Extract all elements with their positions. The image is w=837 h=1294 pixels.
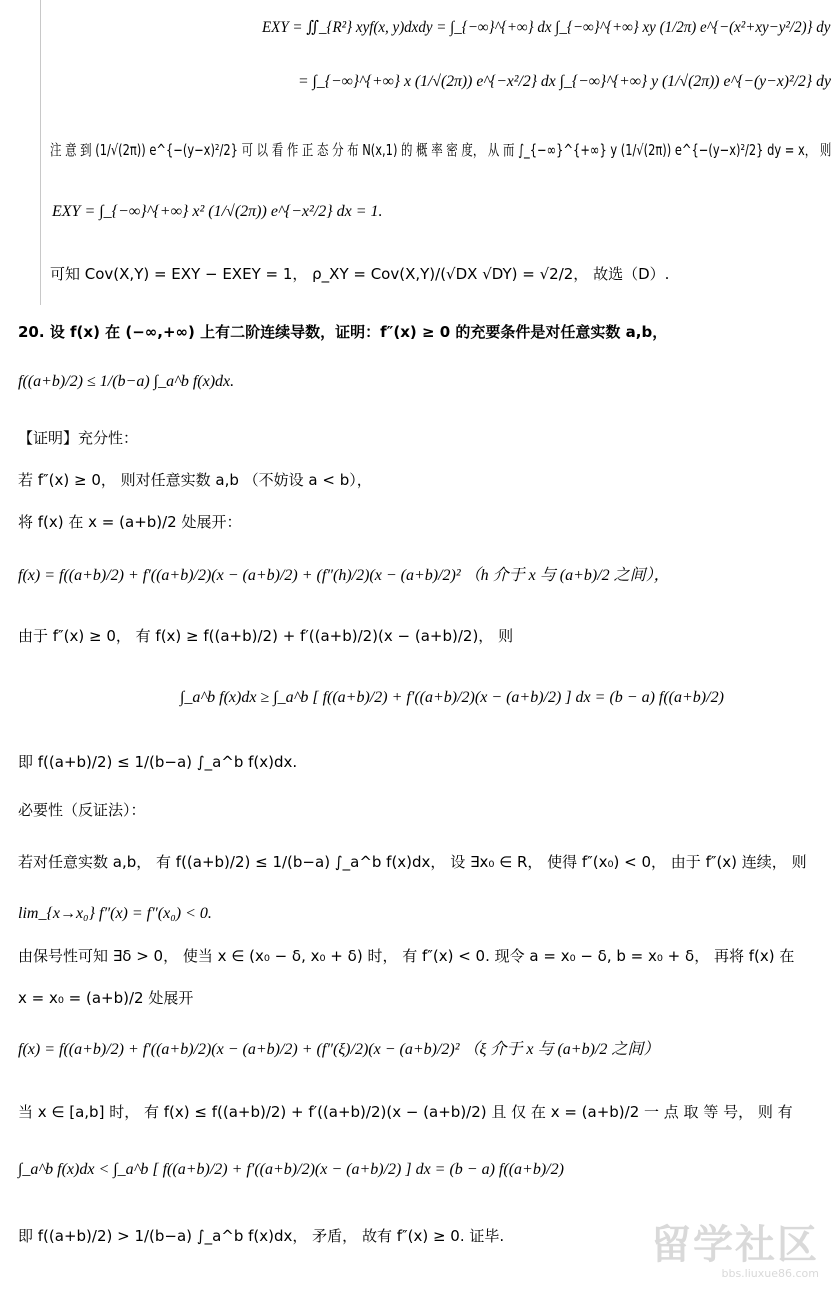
text-line-p2: 若 f″(x) ≥ 0， 则对任意实数 a,b （不妨设 a < b）， (18, 471, 372, 489)
text-line-p12: x = x₀ = (a+b)/2 处展开 (18, 989, 194, 1007)
text-line-eq1: EXY = ∬_{R²} xyf(x, y)dxdy = ∫_{−∞}^{+∞} dx ∫_{−∞}^{+∞} xy (1/2π) e^{−(x²+xy−y²/2)} dy (262, 19, 831, 36)
text-line-p7: 即 f((a+b)/2) ≤ 1/(b−a) ∫_a^b f(x)dx. (18, 753, 298, 771)
text-line-note1: 注 意 到 (1/√(2π)) e^{−(y−x)²/2} 可 以 看 作 正 态 分 布 N(x,1) 的 概 率 密 度， 从 而 ∫_{−∞}^{+∞} y (1/√(2π)) e^{−(y−x)²/2} dy = x， 则 (50, 141, 832, 159)
text-line-p4: f(x) = f((a+b)/2) + f′((a+b)/2)(x − (a+b)/2) + (f″(h)/2)(x − (a+b)/2)² （h 介于 x 与 (a+b)/2 之间）， (18, 567, 670, 584)
text-line-q20a: 20. 设 f(x) 在 (−∞,+∞) 上有二阶连续导数，证明：f″(x) ≥ 0 的充要条件是对任意实数 a,b， (18, 323, 668, 341)
text-line-p16: 即 f((a+b)/2) > 1/(b−a) ∫_a^b f(x)dx， 矛盾， 故有 f″(x) ≥ 0. 证毕. (18, 1227, 505, 1245)
left-margin-rule (40, 0, 41, 305)
text-line-p6: ∫_a^b f(x)dx ≥ ∫_a^b [ f((a+b)/2) + f′((a+b)/2)(x − (a+b)/2) ] dx = (b − a) f((a+b)/2) (180, 689, 724, 706)
text-line-p15: ∫_a^b f(x)dx < ∫_a^b [ f((a+b)/2) + f′((a+b)/2)(x − (a+b)/2) ] dx = (b − a) f((a+b)/2) (18, 1161, 564, 1178)
watermark-url: bbs.liuxue86.com (721, 1267, 819, 1280)
text-line-p3: 将 f(x) 在 x = (a+b)/2 处展开： (18, 513, 242, 531)
watermark-logo (651, 1223, 819, 1280)
text-line-p13: f(x) = f((a+b)/2) + f′((a+b)/2)(x − (a+b)/2) + (f″(ξ)/2)(x − (a+b)/2)² （ξ 介于 x 与 (a+b)/2 之间） (18, 1041, 660, 1058)
text-line-p1: 【证明】充分性： (18, 429, 139, 447)
text-line-p8: 必要性（反证法）： (18, 801, 146, 819)
text-line-p11: 由保号性可知 ∃δ > 0， 使当 x ∈ (x₀ − δ, x₀ + δ) 时， 有 f″(x) < 0. 现令 a = x₀ − δ, b = x₀ + δ， 再将 f(x) 在 (18, 947, 795, 965)
text-line-conc: 可知 Cov(X,Y) = EXY − EXEY = 1， ρ_XY = Cov(X,Y)/(√DX √DY) = √2/2， 故选（D）. (50, 265, 670, 283)
text-line-eq2: = ∫_{−∞}^{+∞} x (1/√(2π)) e^{−x²/2} dx ∫_{−∞}^{+∞} y (1/√(2π)) e^{−(y−x)²/2} dy (298, 73, 831, 90)
text-line-eq3: EXY = ∫_{−∞}^{+∞} x² (1/√(2π)) e^{−x²/2} dx = 1. (52, 203, 383, 220)
text-line-p5: 由于 f″(x) ≥ 0， 有 f(x) ≥ f((a+b)/2) + f′((a+b)/2)(x − (a+b)/2)， 则 (18, 627, 514, 645)
watermark-brand: 留学社区 (651, 1222, 819, 1268)
text-line-q20b: f((a+b)/2) ≤ 1/(b−a) ∫_a^b f(x)dx. (18, 373, 235, 390)
text-line-p14: 当 x ∈ [a,b] 时， 有 f(x) ≤ f((a+b)/2) + f′((a+b)/2)(x − (a+b)/2) 且 仅 在 x = (a+b)/2 一 点 取 等 号， 则 有 (18, 1103, 793, 1121)
text-line-p9: 若对任意实数 a,b， 有 f((a+b)/2) ≤ 1/(b−a) ∫_a^b f(x)dx， 设 ∃x₀ ∈ R， 使得 f″(x₀) < 0， 由于 f″(x) 连续， 则 (18, 853, 807, 871)
text-line-p10: lim_{x→x₀} f″(x) = f″(x₀) < 0. (18, 905, 212, 922)
